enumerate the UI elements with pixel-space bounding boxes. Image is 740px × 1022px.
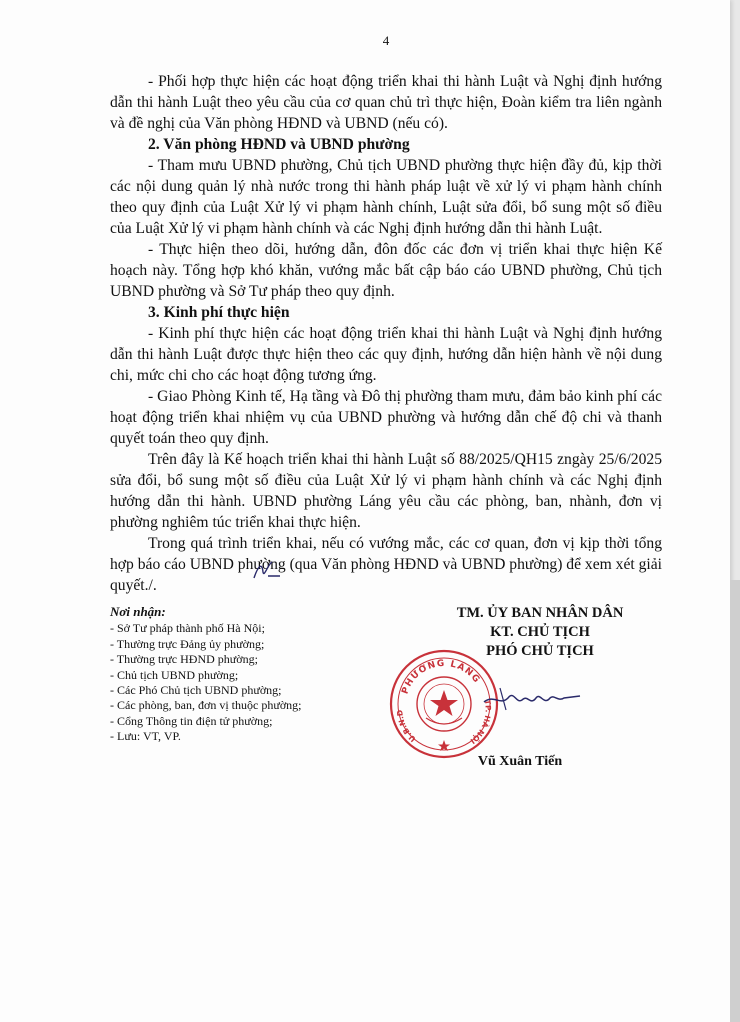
- paragraph-list: [110, 71, 662, 596]
- section-heading: 3. Kinh phí thực hiện: [148, 304, 290, 321]
- paragraph: - Kinh phí thực hiện các hoạt động triển khai thi hành Luật và Nghị định hướng dẫn thi hành Luật được thực hiện theo các quy định, hướng dẫn hiện hành về nội dung chi, mức chi cho các hoạt động tương ứng.: [110, 325, 662, 384]
- signature-section: [110, 604, 662, 784]
- recipient-item: - Các Phó Chủ tịch UBND phường;: [110, 683, 282, 698]
- section-heading: 2. Văn phòng HĐND và UBND phường: [148, 136, 410, 153]
- signer-name: Vũ Xuân Tiến: [477, 754, 563, 769]
- handwritten-signature-icon: [480, 676, 590, 716]
- svg-text:TP. HÀ NỘI: TP. HÀ NỘI: [468, 698, 493, 746]
- page-number: 4: [382, 33, 390, 48]
- page-edge: [730, 580, 740, 1022]
- recipient-item: - Lưu: VT, VP.: [110, 729, 181, 744]
- svg-text:PHƯỜNG LÁNG: PHƯỜNG LÁNG: [400, 658, 482, 696]
- svg-text:U.B.N.D: U.B.N.D: [395, 709, 418, 744]
- recipient-item: - Chủ tịch UBND phường;: [110, 667, 239, 682]
- signer-line-3: PHÓ CHỦ TỊCH: [486, 643, 594, 659]
- recipient-item: - Các phòng, ban, đơn vị thuộc phường;: [110, 698, 302, 713]
- paragraph: - Thực hiện theo dõi, hướng dẫn, đôn đốc các đơn vị triển khai thực hiện Kế hoạch này. Tổng hợp khó khăn, vướng mắc bất cập báo cáo UBND phường, Chủ tịch UBND phường và Sở Tư pháp theo quy định.: [110, 241, 662, 300]
- recipient-item: - Thường trực Đảng ủy phường;: [110, 636, 265, 651]
- paragraph: Trên đây là Kế hoạch triển khai thi hành Luật số 88/2025/QH15 zngày 25/6/2025 sửa đổi, bổ sung một số điều của Luật Xử lý vi phạm hành chính và các Nghị định hướng dẫn thi hành. UBND phường Láng yêu cầu các phòng, ban, nhành, đơn vị phường nghiêm túc triển khai thực hiện.: [110, 451, 662, 531]
- paragraph: - Giao Phòng Kinh tế, Hạ tầng và Đô thị phường tham mưu, đảm bảo kinh phí các hoạt động triển khai nhiệm vụ của UBND phường và hướng dẫn chế độ chi và thanh quyết toán theo quy định.: [110, 388, 662, 447]
- signer-line-1: TM. ỦY BAN NHÂN DÂN: [456, 605, 624, 621]
- paragraph: - Tham mưu UBND phường, Chủ tịch UBND phường thực hiện đầy đủ, kịp thời các nội dung quản lý nhà nước trong thi hành pháp luật về xử lý vi phạm hành chính theo quy định của Luật Xử lý vi phạm hành chính, Luật sửa đổi, bổ sung một số điều của Luật Xử lý vi phạm hành chính và các Nghị định hướng dẫn thi hành Luật.: [110, 157, 662, 237]
- recipient-item: - Thường trực HĐND phường;: [110, 652, 258, 667]
- document-body: [110, 30, 662, 596]
- recipient-item: - Sở Tư pháp thành phố Hà Nội;: [110, 621, 265, 636]
- signer-line-2: KT. CHỦ TỊCH: [490, 624, 590, 640]
- initial-mark-icon: [250, 558, 284, 582]
- recipients-title: Nơi nhận:: [110, 604, 166, 619]
- paragraph: - Phối hợp thực hiện các hoạt động triển khai thi hành Luật và Nghị định hướng dẫn thi hành Luật theo yêu cầu của cơ quan chủ trì thực hiện, Đoàn kiểm tra liên ngành và đề nghị của Văn phòng HĐND và UBND (nếu có).: [110, 73, 662, 132]
- recipients-block: [110, 604, 390, 745]
- paragraph: Trong quá trình triển khai, nếu có vướng mắc, các cơ quan, đơn vị kịp thời tổng hợp báo cáo UBND phường (qua Văn phòng HĐND và UBND phường) để xem xét giải quyết./.: [110, 535, 662, 594]
- recipients-list: [110, 621, 390, 744]
- recipient-item: - Cổng Thông tin điện tử phường;: [110, 713, 273, 728]
